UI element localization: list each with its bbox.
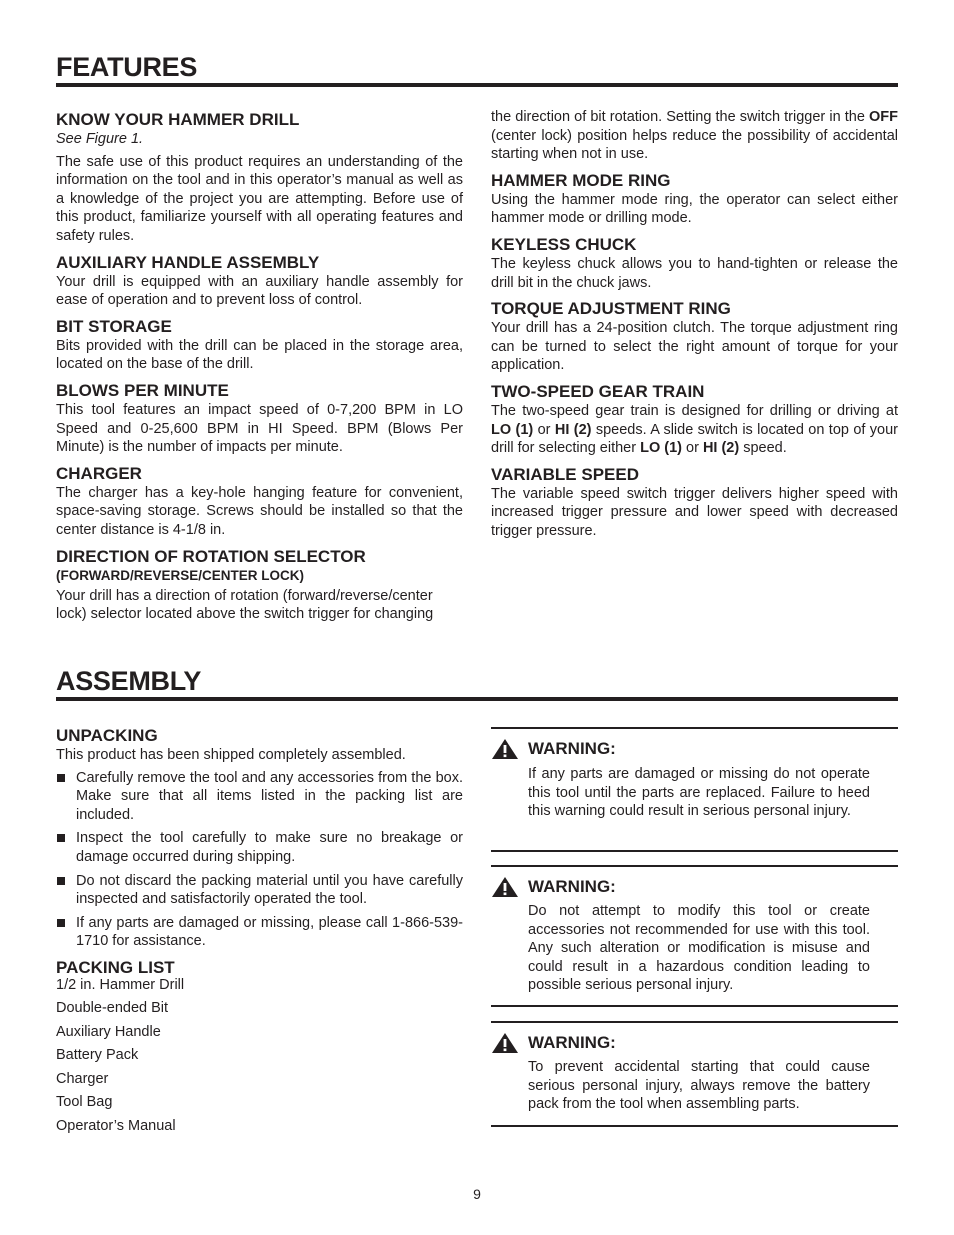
keyless-body: The keyless chuck allows you to hand-tighten or release the drill bit in the chuck jaws.	[491, 255, 898, 291]
direction-cont-off: OFF	[869, 109, 898, 125]
section-hammer-mode-ring	[491, 171, 898, 228]
torque-body: Your drill has a 24-position clutch. The torque adjustment ring can be turned to select the right amount of torque for your application.	[491, 320, 898, 374]
features-title: FEATURES	[56, 52, 198, 82]
variable-body: The variable speed switch trigger delivers higher speed with increased trigger pressure and lower speed with decreased trigger pressure.	[491, 485, 898, 539]
warning-label: WARNING:	[528, 877, 616, 896]
bullet-square-icon	[57, 877, 65, 885]
section-charger	[56, 464, 463, 540]
warning-body: If any parts are damaged or missing do not operate this tool until the parts are replaced. Failure to heed this warning could result in serious personal injury.	[528, 766, 870, 820]
gear-hi-2: HI (2)	[702, 440, 740, 457]
packing-heading: PACKING LIST	[56, 957, 175, 977]
know-heading: KNOW YOUR HAMMER DRILL	[56, 110, 300, 129]
warning-triangle-icon	[491, 1032, 519, 1054]
direction-continued	[491, 108, 898, 164]
list-item	[56, 769, 463, 825]
features-right-column	[491, 108, 898, 548]
packing-item: Charger	[56, 1070, 109, 1087]
bullet-square-icon	[57, 919, 65, 927]
warning-box-3	[491, 1021, 898, 1127]
bullet-square-icon	[57, 774, 65, 782]
section-auxiliary-handle	[56, 253, 463, 310]
aux-heading: AUXILIARY HANDLE ASSEMBLY	[56, 252, 320, 272]
list-item	[56, 914, 463, 951]
direction-cont-a: the direction of bit rotation. Setting the switch trigger in the	[491, 109, 865, 125]
direction-body: Your drill has a direction of rotation (forward/reverse/center lock) selector located above the switch trigger for changing	[56, 587, 434, 623]
features-title-rule	[56, 83, 898, 87]
gear-text-2: or	[533, 421, 555, 438]
packing-item: Operator’s Manual	[56, 1117, 176, 1134]
section-packing-list	[56, 958, 463, 1139]
gear-text-1: The two-speed gear train is designed for drilling or driving at	[491, 402, 898, 419]
warning-body: To prevent accidental starting that could cause serious personal injury, always remove the battery pack from the tool when assembling parts.	[528, 1059, 870, 1113]
bit-heading: BIT STORAGE	[56, 316, 172, 336]
warning-body: Do not attempt to modify this tool or create accessories not recommended for use with this tool. Any such alteration or modification is misuse and could result in a hazardous condition leading to possible serious personal injury.	[528, 903, 870, 994]
variable-heading: VARIABLE SPEED	[491, 464, 639, 484]
direction-subheading: (FORWARD/REVERSE/CENTER LOCK)	[56, 567, 305, 583]
packing-item: 1/2 in. Hammer Drill	[56, 976, 185, 993]
direction-heading: DIRECTION OF ROTATION SELECTOR	[56, 546, 366, 566]
know-body: The safe use of this product requires an understanding of the information on the tool and in this operator’s manual as well as a knowledge of the project you are attempting. Before use of this product, familiarize yourself with all operating features and safety rules.	[56, 153, 463, 244]
gear-body	[491, 402, 898, 458]
hammer-heading: HAMMER MODE RING	[491, 170, 671, 190]
page-number: 9	[473, 1186, 481, 1202]
blows-body: This tool features an impact speed of 0-7,200 BPM in LO Speed and 0-25,600 BPM in HI Speed. BPM (Blows Per Minute) is the number of impacts per minute.	[56, 401, 463, 456]
bullet-square-icon	[57, 834, 65, 842]
torque-heading: TORQUE ADJUSTMENT RING	[491, 299, 731, 319]
packing-item: Battery Pack	[56, 1047, 139, 1064]
hammer-body: Using the hammer mode ring, the operator can select either hammer mode or drilling mode.	[491, 191, 898, 227]
packing-item: Tool Bag	[56, 1094, 113, 1111]
gear-lo-2: LO (1)	[640, 440, 682, 457]
packing-item: Double-ended Bit	[56, 1000, 169, 1017]
charger-heading: CHARGER	[56, 463, 142, 483]
aux-body: Your drill is equipped with an auxiliary handle assembly for ease of operation and to prevent loss of control.	[56, 273, 463, 309]
gear-text-5: speed.	[739, 440, 787, 457]
keyless-heading: KEYLESS CHUCK	[491, 234, 637, 254]
warning-label: WARNING:	[528, 1033, 616, 1052]
direction-cont-b: (center lock) position helps reduce the possibility of accidental starting when not in use.	[491, 127, 898, 163]
section-variable-speed	[491, 465, 898, 541]
gear-heading: TWO-SPEED GEAR TRAIN	[491, 381, 705, 401]
bullet-text: Inspect the tool carefully to make sure no breakage or damage occurred during shipping.	[76, 830, 463, 865]
section-blows-per-minute	[56, 381, 463, 457]
section-bit-storage	[56, 317, 463, 374]
section-unpacking	[56, 726, 463, 951]
packing-item: Auxiliary Handle	[56, 1023, 161, 1040]
know-see-figure: See Figure 1.	[56, 131, 144, 147]
gear-text-4: or	[681, 440, 703, 457]
unpacking-bullet-list	[56, 769, 463, 951]
unpacking-intro: This product has been shipped completely assembled.	[56, 747, 406, 763]
section-two-speed-gear-train	[491, 382, 898, 458]
assembly-title: ASSEMBLY	[56, 666, 202, 696]
gear-text-3: speeds. A slide switch is located on top of your drill for selecting either	[491, 421, 898, 457]
features-left-column	[56, 110, 463, 631]
assembly-title-rule	[56, 697, 898, 701]
gear-hi-1: HI (2)	[554, 421, 592, 438]
charger-body: The charger has a key-hole hanging feature for convenient, space-saving storage. Screws should be installed so that the center distance is 4-1/8 in.	[56, 484, 463, 538]
bullet-text: Carefully remove the tool and any accessories from the box. Make sure that all items listed in the packing list are included.	[76, 769, 463, 823]
section-direction-of-rotation	[56, 547, 463, 624]
section-keyless-chuck	[491, 235, 898, 292]
warning-label: WARNING:	[528, 739, 616, 758]
assembly-left-column	[56, 726, 463, 1138]
unpacking-heading: UNPACKING	[56, 726, 158, 745]
section-know-your-hammer-drill	[56, 110, 463, 246]
bullet-text: If any parts are damaged or missing, please call 1-866-539-1710 for assistance.	[76, 914, 463, 950]
bullet-text: Do not discard the packing material until you have carefully inspected and satisfactorily operated the tool.	[76, 872, 463, 908]
list-item	[56, 872, 463, 909]
warning-triangle-icon	[491, 738, 519, 760]
warning-triangle-icon	[491, 876, 519, 898]
blows-heading: BLOWS PER MINUTE	[56, 380, 229, 400]
list-item	[56, 829, 463, 866]
direction-continued-text	[491, 108, 898, 164]
gear-lo-1: LO (1)	[491, 421, 534, 438]
bit-body: Bits provided with the drill can be placed in the storage area, located on the base of the drill.	[56, 337, 463, 373]
warning-box-1	[491, 727, 898, 852]
section-torque-adjustment-ring	[491, 299, 898, 375]
warning-box-2	[491, 865, 898, 1007]
